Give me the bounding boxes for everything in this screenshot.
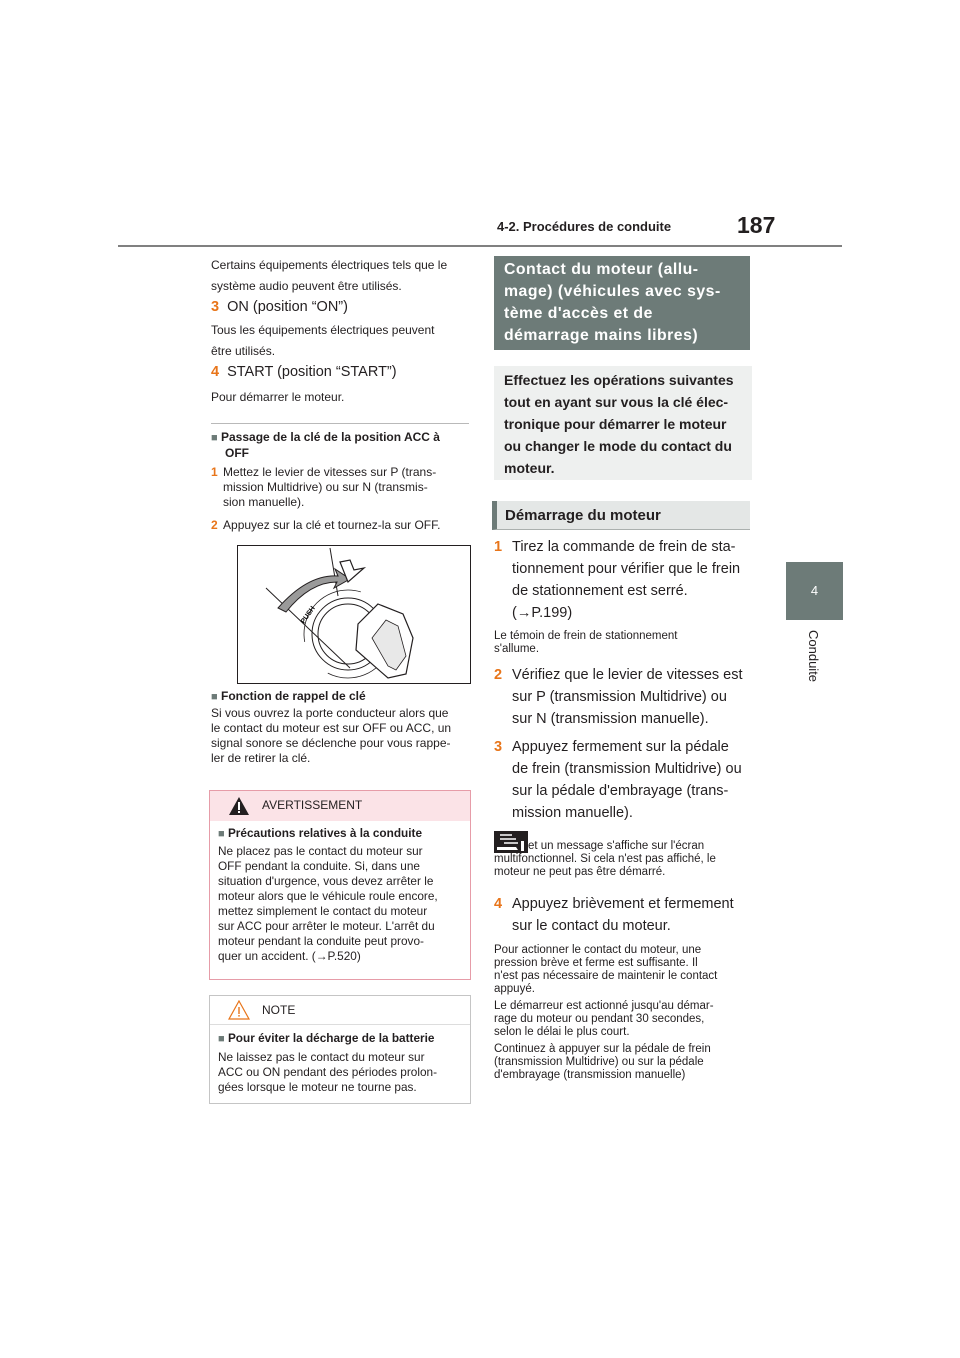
text-line: tronique pour démarrer le moteur xyxy=(504,416,727,432)
step-number: 4 xyxy=(494,896,503,912)
step-1 xyxy=(494,536,754,624)
text-line: gées lorsque le moteur ne tourne pas. xyxy=(218,1080,417,1094)
ignition-key-icon xyxy=(238,546,470,683)
text-line: OFF pendant la conduite. Si, dans une xyxy=(218,859,420,873)
text-line: rage du moteur ou pendant 30 secondes, xyxy=(494,1013,705,1025)
step-number: 3 xyxy=(211,299,220,315)
section-heading xyxy=(211,689,366,705)
section-heading xyxy=(211,430,440,461)
text-line: tionnement pour vérifier que le frein xyxy=(512,561,741,577)
list-item xyxy=(211,465,471,510)
text-line: appuyé. xyxy=(494,983,535,995)
title-line: tème d'accès et de xyxy=(504,305,653,322)
paragraph xyxy=(211,323,434,359)
text-line: sion manuelle). xyxy=(223,495,305,509)
text-line: système audio peuvent être utilisés. xyxy=(211,279,402,293)
text-line: Mettez le levier de vitesses sur P (trans- xyxy=(223,465,437,479)
text-line: tout en ayant sur vous la clé élec- xyxy=(504,394,729,410)
text-line: Si vous ouvrez la porte conducteur alors que xyxy=(211,706,449,720)
section-title xyxy=(494,256,750,350)
paragraph xyxy=(211,706,451,766)
text-line: être utilisés. xyxy=(211,344,276,358)
page-reference-link[interactable]: (→P.199) xyxy=(512,605,573,621)
text-line: Tirez la commande de frein de sta- xyxy=(512,539,736,555)
text-line: sur P (transmission Multidrive) ou xyxy=(512,689,727,705)
subsection-title: Démarrage du moteur xyxy=(492,501,750,530)
note-text xyxy=(210,1050,470,1095)
list-item xyxy=(211,518,440,533)
warning-title xyxy=(210,826,470,842)
square-bullet-icon: ■ xyxy=(218,828,225,840)
text-line: sur ACC pour arrêter le moteur. L'arrêt du xyxy=(218,919,435,933)
key-illustration xyxy=(237,545,471,684)
text-line: Le démarreur est actionné jusqu'au démar- xyxy=(494,1000,714,1012)
warning-text xyxy=(210,844,470,964)
step-number: 3 xyxy=(494,739,503,755)
intro-box xyxy=(494,366,752,480)
text-line: ou changer le mode du contact du xyxy=(504,438,732,454)
header-rule xyxy=(118,245,842,247)
heading-text: OFF xyxy=(225,446,249,460)
text-line: selon le délai le plus court. xyxy=(494,1026,630,1038)
warning-triangle-icon xyxy=(228,796,250,816)
warning-header xyxy=(210,791,470,821)
chapter-tab[interactable]: 4 xyxy=(786,562,843,620)
text-line: Ne laissez pas le contact du moteur sur xyxy=(218,1050,425,1064)
note-header xyxy=(210,996,470,1025)
text-line: s'allume. xyxy=(494,643,540,655)
text-line: signal sonore se déclenche pour vous rappe- xyxy=(211,736,451,750)
text-line: moteur. xyxy=(504,460,555,476)
text-line: mission manuelle). xyxy=(512,805,633,821)
text-line: Continuez à appuyer sur la pédale de frein xyxy=(494,1043,711,1055)
square-bullet-icon: ■ xyxy=(211,432,218,444)
text-line: n'est pas nécessaire de maintenir le contact xyxy=(494,970,718,982)
step-text: ON (position “ON”) xyxy=(227,299,348,315)
note-heading: NOTE xyxy=(262,1003,296,1017)
text-line: Appuyez sur la clé et tournez-la sur OFF. xyxy=(223,518,441,532)
title-line: démarrage mains libres) xyxy=(504,327,699,344)
text-line: moteur alors que le véhicule roule encore, xyxy=(218,889,438,903)
text-line: pression brève et ferme est suffisante. Il xyxy=(494,957,698,969)
text-line: multifonctionnel. Si cela n'est pas affiché, le xyxy=(494,853,716,865)
text-line: Pour actionner le contact du moteur, une xyxy=(494,944,702,956)
heading-text: Fonction de rappel de clé xyxy=(221,689,366,703)
chapter-label: Conduite xyxy=(806,630,821,683)
heading-text: Passage de la clé de la position ACC à xyxy=(221,430,440,444)
text-line: (transmission Multidrive) ou sur la pédale xyxy=(494,1056,704,1068)
square-bullet-icon: ■ xyxy=(211,691,218,703)
warning-box xyxy=(209,790,471,980)
text-line: Tous les équipements électriques peuvent xyxy=(211,323,435,337)
note-box xyxy=(209,995,471,1104)
step-number: 1 xyxy=(211,465,218,479)
warning-heading: AVERTISSEMENT xyxy=(262,798,363,812)
text-line: sur la pédale d'embrayage (trans- xyxy=(512,783,729,799)
step-note xyxy=(494,630,677,656)
heading-text: Précautions relatives à la conduite xyxy=(227,826,423,840)
section-header: 4-2. Procédures de conduite xyxy=(497,219,672,234)
text-line: de stationnement est serré. xyxy=(512,583,688,599)
divider xyxy=(211,423,469,424)
step-number: 1 xyxy=(494,539,503,555)
heading-text: Pour éviter la décharge de la batterie xyxy=(227,1031,435,1045)
clutch-pedal-indicator-icon xyxy=(494,831,528,853)
text-line: de frein (transmission Multidrive) ou xyxy=(512,761,742,777)
page-number: 187 xyxy=(737,212,776,238)
text-line: sur le contact du moteur. xyxy=(512,918,671,934)
text-line: ACC ou ON pendant des périodes prolon- xyxy=(218,1065,438,1079)
step-number: 2 xyxy=(494,667,503,683)
paragraph xyxy=(211,258,447,294)
text-line: situation d'urgence, vous devez arrêter le xyxy=(218,874,434,888)
text-line: mettez simplement le contact du moteur xyxy=(218,904,428,918)
step-4 xyxy=(211,361,397,383)
title-line: mage) (véhicules avec sys- xyxy=(504,283,721,300)
text-line: mission Multidrive) ou sur N (transmis- xyxy=(223,480,428,494)
note-title xyxy=(210,1031,470,1047)
title-line: Contact du moteur (allu- xyxy=(504,261,699,278)
text-line: moteur ne peut pas être démarré. xyxy=(494,866,666,878)
step-3 xyxy=(211,296,348,318)
push-label: PUSH xyxy=(299,605,317,626)
text-line: quer un accident. (→P.520) xyxy=(218,949,361,963)
indicator-line xyxy=(494,831,756,853)
step-number: 4 xyxy=(211,364,220,380)
text-line: moteur pendant la conduite peut provo- xyxy=(218,934,424,948)
text-line: Effectuez les opérations suivantes xyxy=(504,372,734,388)
text-line: et un message s'affiche sur l'écran xyxy=(528,840,705,852)
step-4 xyxy=(494,893,754,937)
text-line: sur N (transmission manuelle). xyxy=(512,711,709,727)
text-line: ler de retirer la clé. xyxy=(211,751,311,765)
step-note xyxy=(494,831,756,879)
text-line: Certains équipements électriques tels que le xyxy=(211,258,448,272)
text-line: Vérifiez que le levier de vitesses est xyxy=(512,667,743,683)
square-bullet-icon: ■ xyxy=(218,1033,225,1045)
text-line: Appuyez brièvement et fermement xyxy=(512,896,734,912)
paragraph xyxy=(494,944,756,1082)
text-line: d'embrayage (transmission manuelle) xyxy=(494,1069,686,1081)
text-line: Le témoin de frein de stationnement xyxy=(494,630,678,642)
text-line: Ne placez pas le contact du moteur sur xyxy=(218,844,423,858)
step-3 xyxy=(494,736,754,824)
caution-triangle-icon xyxy=(228,1000,250,1020)
step-text: START (position “START”) xyxy=(227,364,397,380)
paragraph: Pour démarrer le moteur. xyxy=(211,390,345,404)
step-2 xyxy=(494,664,754,730)
step-number: 2 xyxy=(211,518,218,532)
text-line: le contact du moteur est sur OFF ou ACC, un xyxy=(211,721,452,735)
text-line: Appuyez fermement sur la pédale xyxy=(512,739,729,755)
